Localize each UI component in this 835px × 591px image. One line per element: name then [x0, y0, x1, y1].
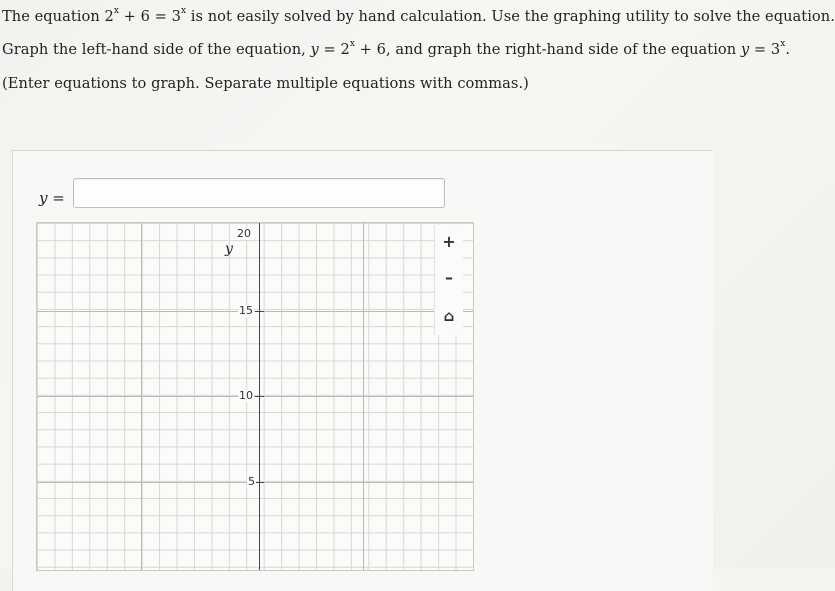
y-tick-label: 5 [248, 475, 255, 488]
y-tick [255, 482, 264, 483]
question-line-2: Graph the left-hand side of the equation, $y = 2^x + 6$, and graph the right-hand side of the equation $y = 3^x$. [2, 39, 791, 58]
zoom-out-button[interactable]: – [445, 268, 453, 287]
y-tick-label: 15 [239, 304, 253, 317]
question-instructions: (Enter equations to graph. Separate multiple equations with commas.) [2, 75, 529, 92]
graph-toolbar [434, 225, 463, 335]
equation-input[interactable] [73, 178, 445, 208]
question-line-1: The equation $2^x + 6 = 3^x$ is not easily solved by hand calculation. Use the graphing utility to solve the equation. [2, 6, 835, 25]
y-axis-label: y [225, 241, 233, 257]
zoom-in-button[interactable]: + [442, 232, 456, 251]
home-icon[interactable]: ⌂ [443, 307, 455, 325]
y-tick-label: 20 [237, 227, 251, 240]
equation-input-label: y = [39, 189, 65, 207]
y-tick-label: 10 [239, 389, 253, 402]
y-tick [255, 311, 264, 312]
y-tick [255, 396, 264, 397]
graph-canvas[interactable] [36, 222, 474, 571]
